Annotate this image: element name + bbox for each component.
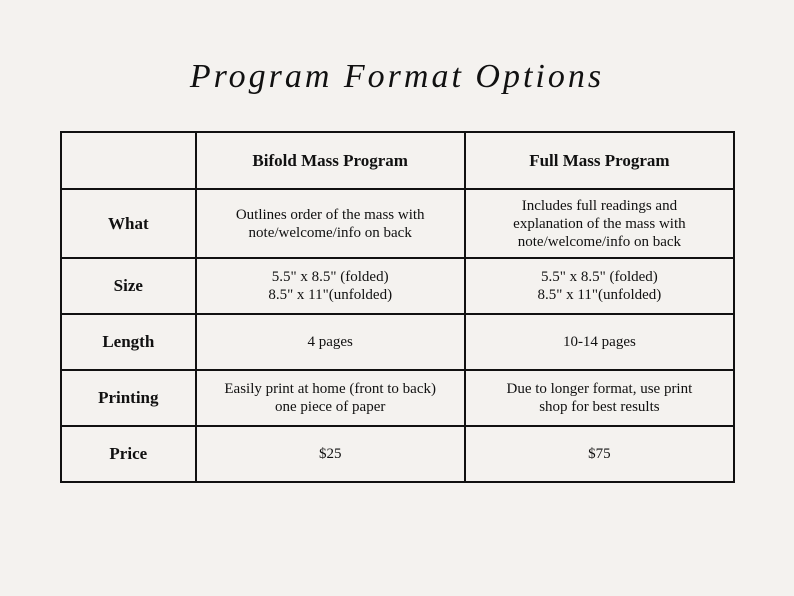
format-comparison-table: [60, 131, 735, 483]
cell-line: 8.5" x 11"(unfolded): [268, 287, 393, 303]
table-row-printing: [61, 370, 734, 426]
cell-line: 4 pages: [307, 334, 353, 350]
cell-line: $25: [318, 446, 342, 462]
bifold-printing-cell: [196, 370, 465, 426]
cell-line: note/welcome/info on back: [517, 233, 682, 250]
corner-cell: [61, 132, 196, 189]
row-label-length: Length: [61, 314, 196, 370]
full-length-cell: [465, 314, 734, 370]
row-label-what: What: [61, 189, 196, 258]
bifold-price-cell: [196, 426, 465, 482]
full-printing-cell: [465, 370, 734, 426]
cell-line: $75: [588, 446, 611, 462]
table-row-size: [61, 258, 734, 314]
cell-line: one piece of paper: [275, 399, 386, 415]
column-header-bifold: Bifold Mass Program: [196, 132, 465, 189]
row-label-price: Price: [61, 426, 196, 482]
column-header-full: Full Mass Program: [465, 132, 734, 189]
full-what-cell: [465, 189, 734, 258]
row-label-printing: Printing: [61, 370, 196, 426]
full-price-cell: [465, 426, 734, 482]
table-row-length: [61, 314, 734, 370]
cell-line: Due to longer format, use print: [506, 381, 693, 397]
table-row-price: [61, 426, 734, 482]
table-header-row: [61, 132, 734, 189]
cell-line: 10-14 pages: [562, 334, 636, 350]
cell-line: Outlines order of the mass with: [235, 206, 425, 223]
cell-line: 8.5" x 11"(unfolded): [537, 287, 662, 303]
cell-line: note/welcome/info on back: [248, 224, 412, 241]
cell-line: shop for best results: [539, 399, 660, 415]
cell-line: 5.5" x 8.5" (folded): [271, 269, 389, 285]
cell-line: explanation of the mass with: [513, 215, 686, 232]
bifold-what-cell: [196, 189, 465, 258]
row-label-size: Size: [61, 258, 196, 314]
bifold-size-cell: [196, 258, 465, 314]
cell-line: Easily print at home (front to back): [224, 381, 436, 397]
cell-line: 5.5" x 8.5" (folded): [540, 269, 658, 285]
table-row-what: [61, 189, 734, 258]
page-title: Program Format Options: [189, 58, 605, 95]
cell-line: Includes full readings and: [521, 197, 678, 214]
bifold-length-cell: [196, 314, 465, 370]
full-size-cell: [465, 258, 734, 314]
